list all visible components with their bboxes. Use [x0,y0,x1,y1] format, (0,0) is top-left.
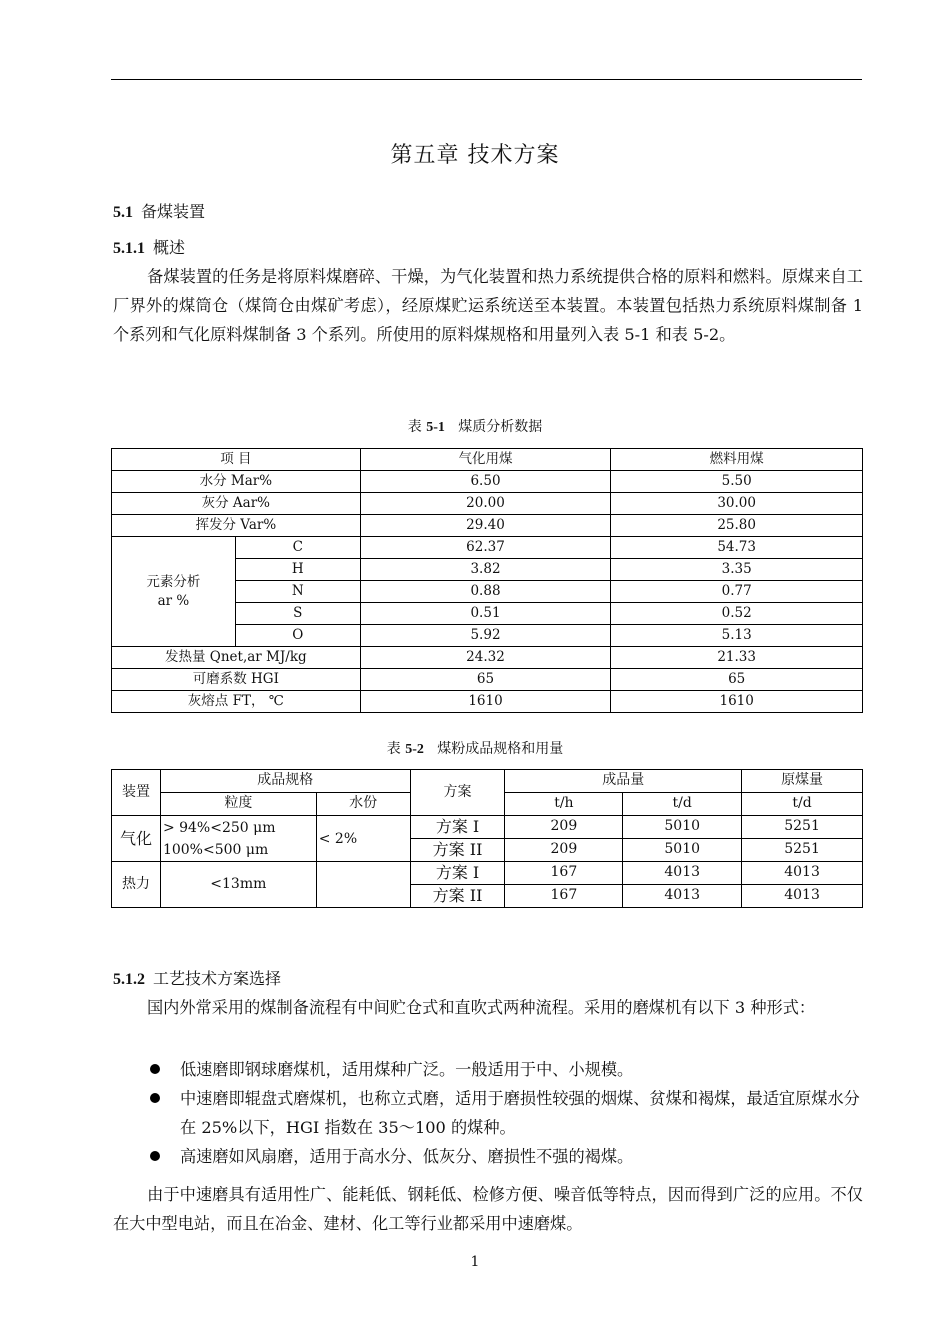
row-label: 灰分 Aar% [112,493,361,515]
table-row [112,515,863,537]
row-label: 发热量 Qnet,ar MJ/kg [112,647,361,669]
process-paragraph [113,993,863,1022]
table-row [112,493,863,515]
section-number: 5.1.1 [113,240,145,257]
header-raw-td: t/d [742,793,863,816]
raw-cell: 4013 [742,862,863,885]
table-row [112,537,863,559]
list-item-text: 中速磨即辊盘式磨煤机，也称立式磨，适用于磨损性较强的烟煤、贫煤和褐煤，最适宜原煤水分在 25%以下，HGI 指数在 35～100 的煤种。 [180,1089,860,1137]
gas-size [160,816,316,862]
caption-number: 5-1 [426,420,445,435]
section-title: 工艺技术方案选择 [153,969,282,988]
cell-gas: 65 [360,669,611,691]
header-fuel: 燃料用煤 [611,449,863,471]
heat-size: <13mm [160,862,316,908]
table1-caption [0,416,950,436]
heat-moisture [316,862,410,908]
th-cell: 209 [505,816,623,839]
table-header-row [112,770,863,793]
table-row [112,691,863,713]
table2-caption [0,738,950,758]
bullet-dot-icon [150,1064,160,1074]
cell-fuel: 21.33 [611,647,863,669]
chapter-title: 第五章 技术方案 [390,143,560,168]
header-spec: 成品规格 [160,770,410,793]
process-text: 国内外常采用的煤制备流程有中间贮仓式和直吹式两种流程。采用的磨煤机有以下 3 种形式： [147,998,816,1017]
scheme-cell: 方案 II [410,885,505,908]
list-item [150,1142,862,1171]
cell-fuel: 25.80 [611,515,863,537]
row-label: 可磨系数 HGI [112,669,361,691]
header-moisture: 水份 [316,793,410,816]
header-item: 项 目 [112,449,361,471]
cell-gas: 24.32 [360,647,611,669]
header-size: 粒度 [160,793,316,816]
header-td: t/d [623,793,742,816]
table-row [112,816,863,839]
cell-fuel: 1610 [611,691,863,713]
caption-title: 煤质分析数据 [458,419,543,435]
caption-number: 5-2 [405,742,424,757]
cell-gas: 6.50 [360,471,611,493]
scheme-cell: 方案 I [410,816,505,839]
list-item-text: 低速磨即钢球磨煤机，适用煤种广泛。一般适用于中、小规模。 [180,1060,634,1079]
header-rule [111,79,862,80]
row-label: 灰熔点 FT， ℃ [112,691,361,713]
section-number: 5.1 [113,204,133,221]
raw-cell: 4013 [742,885,863,908]
scheme-cell: 方案 II [410,839,505,862]
header-th: t/h [505,793,623,816]
cell-gas: 29.40 [360,515,611,537]
device-heat: 热力 [112,862,161,908]
cell-fuel: 30.00 [611,493,863,515]
table-row [112,669,863,691]
coal-analysis-table [111,448,863,713]
cell-gas: 1610 [360,691,611,713]
th-cell: 209 [505,839,623,862]
element-analysis-label [112,537,236,647]
gas-size-line2: 100%<500 μm [162,841,269,858]
device-gas: 气化 [112,816,161,862]
td-cell: 5010 [623,816,742,839]
row-label: 挥发分 Var% [112,515,361,537]
td-cell: 4013 [623,862,742,885]
section-heading-5-1-1 [113,235,185,258]
td-cell: 4013 [623,885,742,908]
list-item [150,1055,862,1084]
caption-prefix: 表 [407,419,422,435]
cell-gas: 0.88 [360,581,611,603]
cell-fuel: 65 [611,669,863,691]
th-cell: 167 [505,862,623,885]
cell-gas: 62.37 [360,537,611,559]
list-item-text: 高速磨如风扇磨，适用于高水分、低灰分、磨损性不强的褐煤。 [180,1147,634,1166]
cell-fuel: 0.77 [611,581,863,603]
cell-fuel: 3.35 [611,559,863,581]
element-label-line1: 元素分析 [146,573,201,590]
raw-cell: 5251 [742,816,863,839]
raw-cell: 5251 [742,839,863,862]
row-label: 水分 Mar% [112,471,361,493]
header-raw: 原煤量 [742,770,863,793]
element-symbol: N [235,581,360,603]
section-title: 概述 [153,238,186,257]
td-cell: 5010 [623,839,742,862]
element-symbol: S [235,603,360,625]
header-gasification: 气化用煤 [360,449,611,471]
element-symbol: H [235,559,360,581]
cell-gas: 5.92 [360,625,611,647]
gas-moisture: < 2% [316,816,410,862]
overview-text: 备煤装置的任务是将原料煤磨碎、干燥，为气化装置和热力系统提供合格的原料和燃料。原煤来自工厂界外的煤筒仓（煤筒仓由煤矿考虑），经原煤贮运系统送至本装置。本装置包括热力系统原料煤制备 1 个系列和气化原料煤制备 3 个系列。所使用的原料煤规格和用量列入表 5-1 和表 5-2。 [113,267,863,344]
cell-fuel: 54.73 [611,537,863,559]
table-row [112,647,863,669]
table-header-row [112,449,863,471]
header-scheme: 方案 [410,770,505,816]
cell-gas: 20.00 [360,493,611,515]
closing-paragraph [113,1180,863,1238]
section-title: 备煤装置 [141,202,206,221]
section-heading-5-1-2 [113,966,281,989]
overview-paragraph [113,262,863,349]
caption-prefix: 表 [386,741,401,757]
header-product: 成品量 [505,770,742,793]
section-number: 5.1.2 [113,971,145,988]
element-symbol: C [235,537,360,559]
caption-title: 煤粉成品规格和用量 [437,741,564,757]
list-item [150,1084,862,1142]
page-number: 1 [470,1254,480,1270]
table-row [112,471,863,493]
cell-fuel: 5.50 [611,471,863,493]
gas-size-line1: > 94%<250 μm [162,819,276,836]
header-device: 装置 [112,770,161,816]
th-cell: 167 [505,885,623,908]
cell-gas: 0.51 [360,603,611,625]
cell-fuel: 5.13 [611,625,863,647]
bullet-dot-icon [150,1093,160,1103]
cell-gas: 3.82 [360,559,611,581]
closing-text: 由于中速磨具有适用性广、能耗低、钢耗低、检修方便、噪音低等特点，因而得到广泛的应用。不仅在大中型电站，而且在冶金、建材、化工等行业都采用中速磨煤。 [113,1185,863,1233]
bullet-dot-icon [150,1151,160,1161]
element-label-line2: ar % [157,592,190,609]
element-symbol: O [235,625,360,647]
table-row [112,862,863,885]
coal-powder-spec-table [111,769,863,908]
mill-type-list [150,1055,862,1171]
cell-fuel: 0.52 [611,603,863,625]
section-heading-5-1 [113,199,205,222]
scheme-cell: 方案 I [410,862,505,885]
